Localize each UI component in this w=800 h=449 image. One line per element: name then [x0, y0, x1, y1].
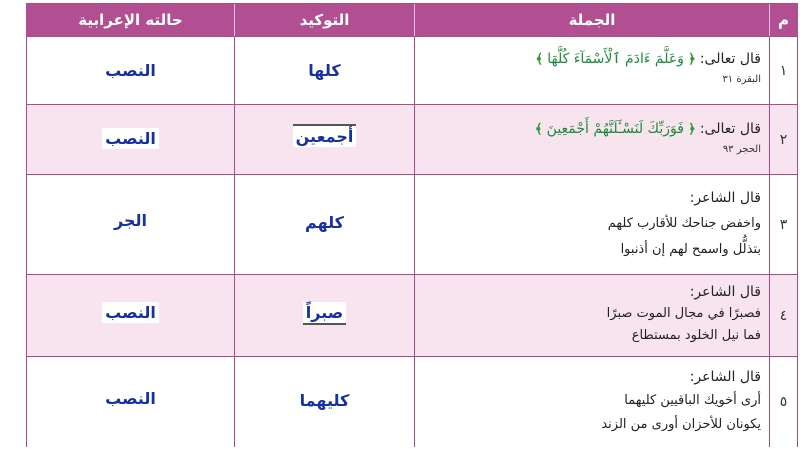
table-row [27, 357, 797, 447]
open-bracket: ﴿ [688, 52, 696, 67]
sentence-text [421, 281, 761, 347]
quran-verse: فَوَرَبِّكَ لَنَسْـَٔلَنَّهُمْ أَجْمَعِينَ [546, 121, 684, 137]
hala-cell [27, 357, 234, 447]
tawkid-cell [234, 175, 414, 274]
tawkid-word: كلهم [305, 213, 344, 232]
hala-word: النصب [105, 389, 156, 408]
sentence-cell [414, 37, 769, 104]
tawkid-word: أجمعين [293, 124, 357, 147]
sentence-text [421, 49, 761, 90]
tawkid-cell [234, 37, 414, 104]
verse-reference: الحجر ٩٣ [722, 144, 761, 155]
poem-line-1: واخفض جناحك للأقارب كلهم [607, 216, 761, 231]
sentence-cell [414, 275, 769, 356]
tawkid-cell [234, 357, 414, 447]
poem-line-1: أرى أخويك الباقيين كليهما [624, 393, 761, 408]
hala-word: النصب [102, 302, 159, 323]
sentence-intro: قال تعالى: [699, 121, 761, 137]
header-num: م [769, 4, 797, 36]
row-number: ٤ [769, 275, 797, 356]
hala-word: النصب [102, 128, 159, 149]
row-number: ٢ [769, 105, 797, 174]
sentence-intro: قال الشاعر: [689, 190, 761, 206]
tawkid-word: صبراً [303, 302, 346, 325]
sentence-text [421, 119, 761, 160]
row-number: ٥ [769, 357, 797, 447]
hala-cell [27, 275, 234, 356]
header-hala: حالته الإعرابية [78, 11, 183, 29]
hala-word: الجر [114, 211, 147, 230]
sentence-text [421, 185, 761, 263]
sentence-intro: قال تعالى: [699, 51, 761, 67]
verse-reference: البقرة ٣١ [722, 74, 761, 85]
sentence-intro: قال الشاعر: [689, 369, 761, 385]
row-number: ٣ [769, 175, 797, 274]
hala-cell [27, 37, 234, 104]
tawkid-cell [234, 105, 414, 174]
sentence-cell [414, 357, 769, 447]
poem-line-2: فما نيل الخلود بمستطاع [631, 328, 761, 343]
sentence-cell [414, 105, 769, 174]
table-row [27, 175, 797, 275]
sentence-text [421, 365, 761, 437]
poem-line-2: يكونان للأحزان أورى من الزند [601, 417, 761, 432]
hala-word: النصب [105, 61, 156, 80]
table-row [27, 37, 797, 105]
irab-table [26, 3, 798, 447]
poem-line-2: بتذلُّل واسمح لهم إن أذنبوا [620, 242, 761, 257]
row-number: ١ [769, 37, 797, 104]
table-header [27, 4, 797, 37]
sentence-intro: قال الشاعر: [689, 284, 761, 300]
tawkid-cell [234, 275, 414, 356]
tawkid-word: كليهما [299, 391, 350, 410]
hala-cell [27, 175, 234, 274]
poem-line-1: فصبرًا في مجال الموت صبرًا [606, 306, 761, 321]
hala-cell [27, 105, 234, 174]
quran-verse: وَعَلَّمَ ءَادَمَ ٱلْأَسْمَآءَ كُلَّهَا [547, 51, 684, 67]
sentence-cell [414, 175, 769, 274]
close-bracket: ﴾ [534, 122, 543, 137]
header-tawkid: التوكيد [234, 4, 414, 36]
close-bracket: ﴾ [535, 52, 544, 67]
table-row [27, 275, 797, 357]
open-bracket: ﴿ [688, 122, 696, 137]
table-row [27, 105, 797, 175]
header-sentence: الجملة [414, 4, 769, 36]
tawkid-word: كلها [308, 61, 341, 80]
